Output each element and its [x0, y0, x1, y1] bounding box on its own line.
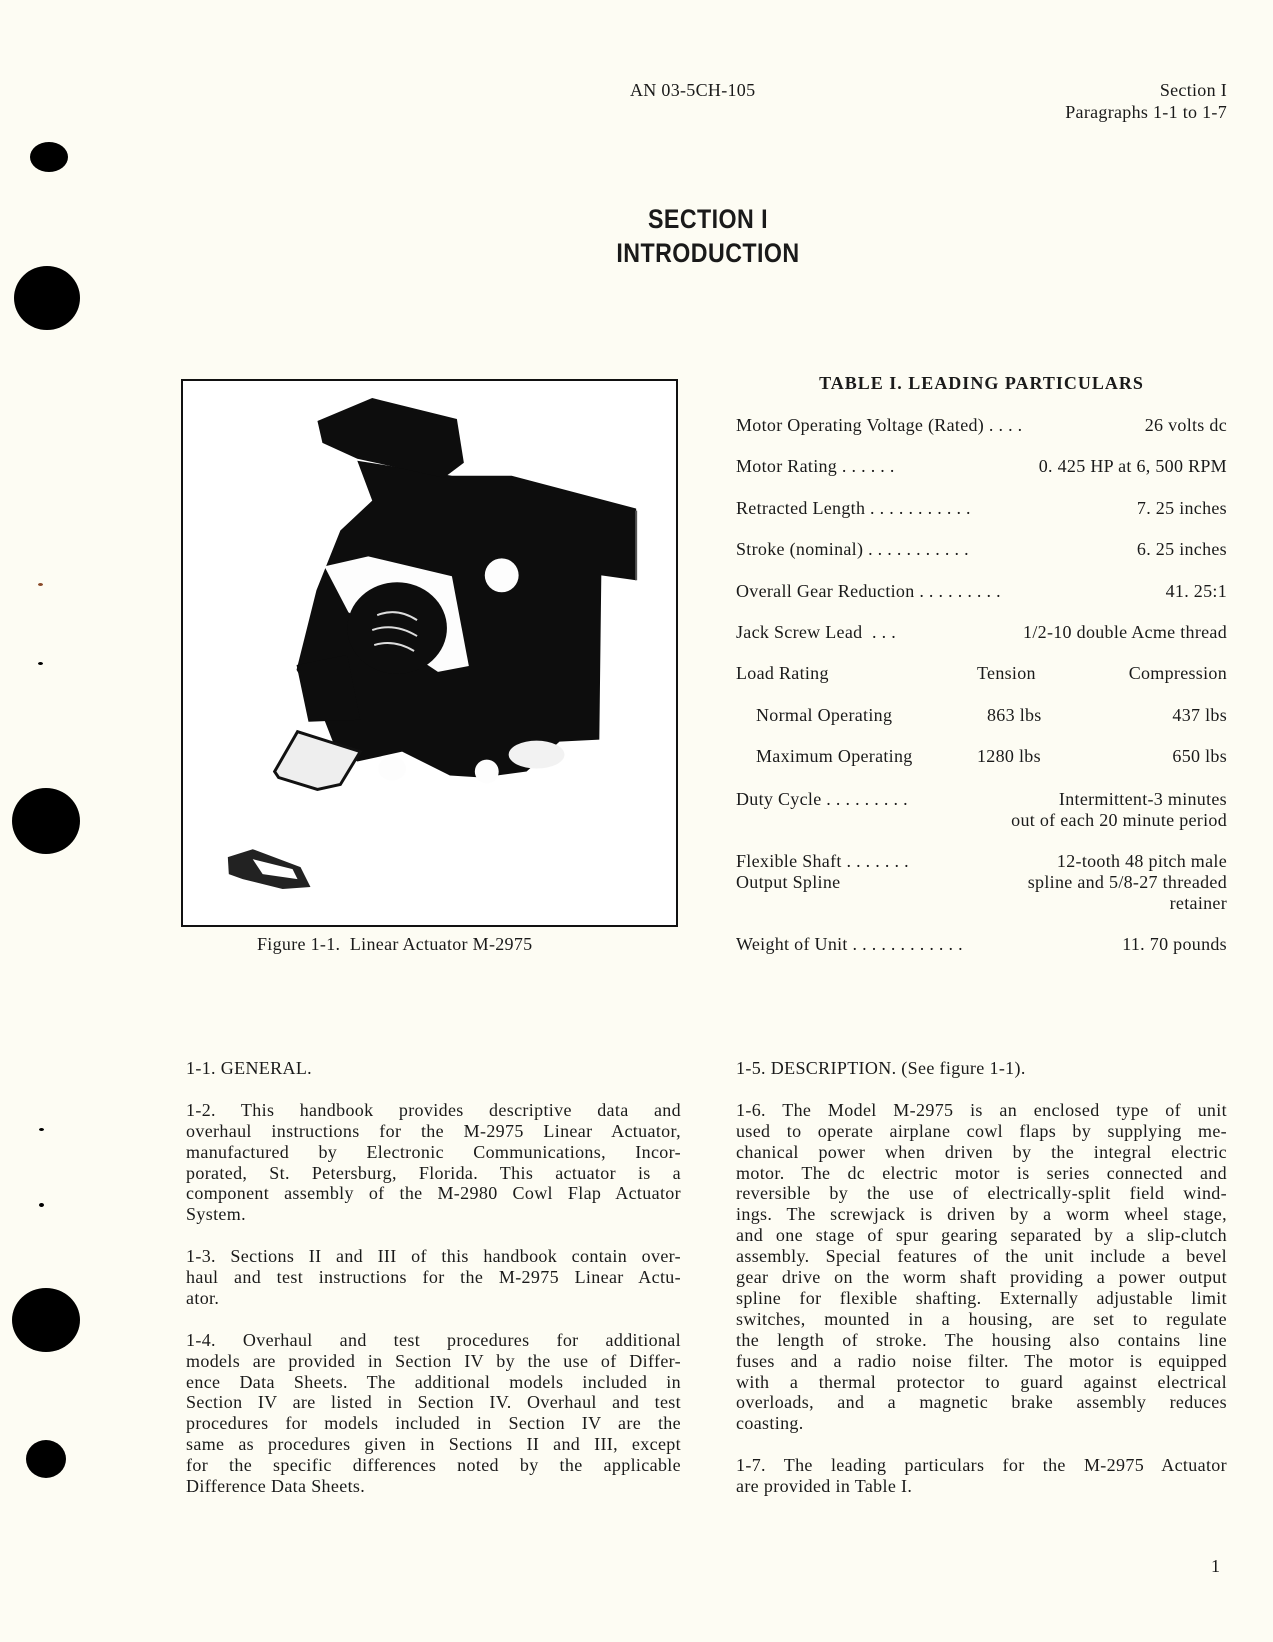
paragraph [736, 1058, 1227, 1079]
paragraph-line: chanical power when driven by the integral electric [736, 1141, 1227, 1162]
paragraph-line: manufactured by Electronic Communications, Incor- [186, 1141, 681, 1162]
paragraph-line: ings. The screwjack is driven by a worm wheel stage, [736, 1204, 1227, 1225]
row-label: Duty Cycle . . . . . . . . . [736, 789, 908, 809]
row-value: 7. 25 inches [1136, 498, 1227, 518]
paragraph-line: motor. The dc electric motor is series connected and [736, 1162, 1227, 1183]
paragraph-line: 1-2. This handbook provides descriptive data and [186, 1099, 681, 1120]
row-value: 26 volts dc [1144, 415, 1227, 435]
paragraph-line: switches, mounted in a housing, are set to regulate [736, 1308, 1227, 1329]
paragraph-line: the length of stroke. The housing also contains line [736, 1329, 1227, 1350]
paragraph-line: for the specific differences noted by the applicable [186, 1455, 681, 1476]
tension-header: Tension [977, 663, 1036, 683]
page-number: 1 [1211, 1556, 1221, 1576]
paragraph-line: fuses and a radio noise filter. The motor is equipped [736, 1350, 1227, 1371]
paragraph-line: same as procedures given in Sections II and III, except [186, 1434, 681, 1455]
row-label: Motor Rating . . . . . . [736, 456, 895, 476]
margin-mark [39, 1128, 44, 1131]
tension-value: 863 lbs [987, 705, 1042, 725]
row-label: Normal Operating [756, 705, 893, 725]
row-value: spline and 5/8-27 threaded [1027, 872, 1227, 892]
paragraph [186, 1058, 681, 1079]
figure-caption: Figure 1-1. Linear Actuator M-2975 [257, 934, 533, 954]
right-column-text [736, 1058, 1227, 1518]
row-value: 1/2-10 double Acme thread [1023, 622, 1227, 642]
paragraph-line: overloads, and a magnetic brake assembly reduces [736, 1392, 1227, 1413]
paragraph-line: porated, St. Petersburg, Florida. This actuator is a [186, 1162, 681, 1183]
binder-hole [30, 142, 68, 172]
row-label: Load Rating [736, 663, 829, 683]
compression-value: 650 lbs [1172, 746, 1227, 766]
table-row [736, 851, 1227, 914]
paragraph-line: spline for flexible shafting. Externally adjustable limit [736, 1287, 1227, 1308]
row-label: Weight of Unit . . . . . . . . . . . . [736, 934, 963, 954]
binder-hole [12, 1288, 80, 1352]
paragraph [186, 1100, 681, 1225]
paragraph [736, 1455, 1227, 1497]
section-subtitle: INTRODUCTION [616, 238, 800, 268]
paragraph-line: with a thermal protector to guard against electrical [736, 1371, 1227, 1392]
row-label: Overall Gear Reduction . . . . . . . . . [736, 581, 1001, 601]
paragraph-line: models are provided in Section IV by the use of Differ- [186, 1350, 681, 1371]
section-title: SECTION I [648, 204, 768, 234]
row-label: Output Spline [736, 872, 841, 892]
paragraph-line: 1-6. The Model M-2975 is an enclosed type of unit [736, 1099, 1227, 1120]
row-value: retainer [1169, 893, 1227, 913]
paragraph-line: used to operate airplane cowl flaps by supplying me- [736, 1120, 1227, 1141]
paragraph [186, 1330, 681, 1497]
paragraph-line: gear drive on the worm shaft providing a power output [736, 1267, 1227, 1288]
paragraph-line: component assembly of the M-2980 Cowl Flap Actuator [186, 1183, 681, 1204]
row-value: 12-tooth 48 pitch male [1056, 851, 1227, 871]
paragraph-line: procedures for models included in Section IV are the [186, 1413, 681, 1434]
paragraph-line: ator. [186, 1287, 220, 1308]
row-label: Motor Operating Voltage (Rated) . . . . [736, 415, 1023, 435]
paragraph-line: 1-3. Sections II and III of this handbook contain over- [186, 1246, 681, 1267]
row-label: Retracted Length . . . . . . . . . . . [736, 498, 971, 518]
paragraph-line: reversible by the use of electrically-split field wind- [736, 1183, 1227, 1204]
table-row [736, 789, 1227, 831]
paragraph-line: 1-7. The leading particulars for the M-2975 Actuator [736, 1455, 1227, 1476]
row-label: Flexible Shaft . . . . . . . [736, 851, 909, 871]
paragraph-line: ence Data Sheets. The additional models included in [186, 1371, 681, 1392]
paragraph-line: coasting. [736, 1413, 804, 1434]
paragraph-line: assembly. Special features of the unit include a bevel [736, 1246, 1227, 1267]
document-number: AN 03-5CH-105 [630, 80, 756, 100]
paragraph [736, 1100, 1227, 1435]
binder-hole [26, 1440, 66, 1478]
paragraph-line: System. [186, 1204, 246, 1225]
paragraph-line: 1-4. Overhaul and test procedures for additional [186, 1329, 681, 1350]
binder-hole [12, 788, 80, 854]
row-value: 11. 70 pounds [1122, 934, 1227, 954]
paragraph-line: Section IV are listed in Section IV. Overhaul and test [186, 1392, 681, 1413]
row-value: Intermittent-3 minutes [1058, 789, 1227, 809]
paragraph-range: Paragraphs 1-1 to 1-7 [1065, 102, 1227, 122]
paragraph-line: are provided in Table I. [736, 1476, 913, 1497]
row-value: 6. 25 inches [1136, 539, 1227, 559]
row-value: 41. 25:1 [1165, 581, 1227, 601]
paragraph-line: and one stage of spur gearing separated by a slip-clutch [736, 1225, 1227, 1246]
figure-linear-actuator-photo [181, 379, 678, 927]
paragraph-line: overhaul instructions for the M-2975 Linear Actuator, [186, 1120, 681, 1141]
row-label: Jack Screw Lead . . . [736, 622, 897, 642]
compression-value: 437 lbs [1172, 705, 1227, 725]
margin-mark [38, 662, 43, 665]
margin-mark [39, 1203, 44, 1207]
table-title: TABLE I. LEADING PARTICULARS [819, 373, 1144, 393]
row-label: Maximum Operating [756, 746, 913, 766]
left-column-text [186, 1058, 681, 1518]
section-label: Section I [1159, 80, 1227, 100]
binder-hole [14, 266, 80, 330]
paragraph-line: 1-5. DESCRIPTION. (See figure 1-1). [736, 1058, 1026, 1078]
paragraph-line: Difference Data Sheets. [186, 1476, 366, 1497]
tension-value: 1280 lbs [977, 746, 1041, 766]
row-value: out of each 20 minute period [1011, 810, 1227, 830]
paragraph-line: 1-1. GENERAL. [186, 1058, 313, 1078]
row-label: Stroke (nominal) . . . . . . . . . . . [736, 539, 969, 559]
compression-header: Compression [1128, 663, 1227, 683]
paragraph-line: haul and test instructions for the M-2975 Linear Actu- [186, 1267, 681, 1288]
paragraph [186, 1246, 681, 1309]
margin-mark [38, 583, 43, 586]
row-value: 0. 425 HP at 6, 500 RPM [1038, 456, 1227, 476]
